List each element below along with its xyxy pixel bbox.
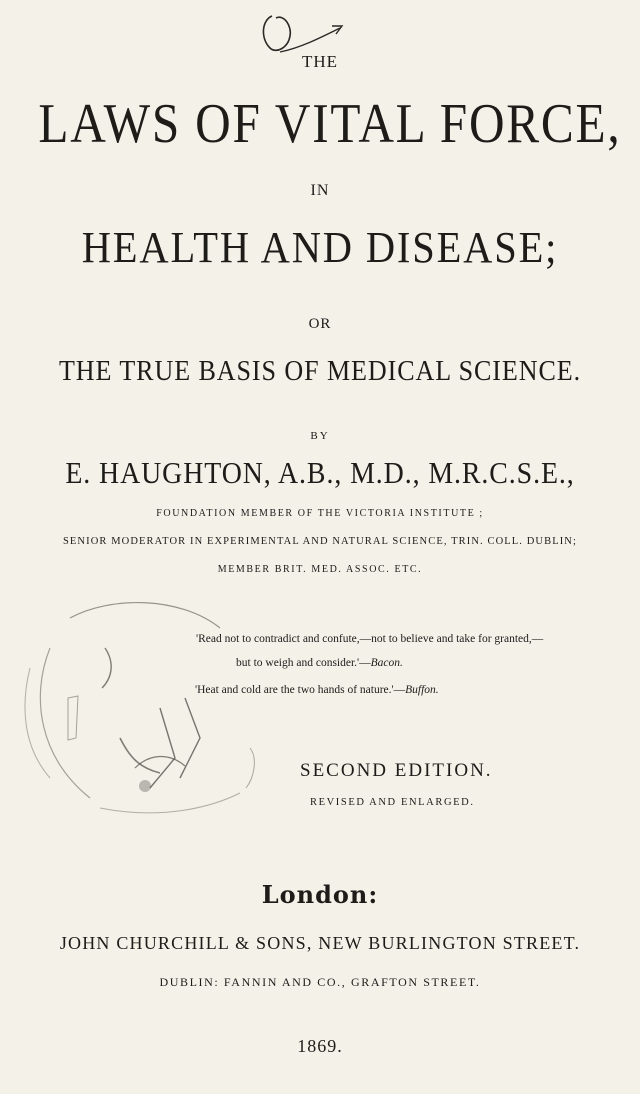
epigraph-buffon-author: Buffon. (405, 684, 439, 696)
by-label: BY (310, 430, 330, 442)
publication-year: 1869. (297, 1036, 343, 1056)
title-connector-or: OR (308, 316, 332, 332)
epigraph-bacon-line-2 (236, 657, 403, 669)
author-credential-3: MEMBER BRIT. MED. ASSOC. ETC. (217, 564, 423, 575)
title-prefix: THE (301, 52, 339, 71)
epigraph-buffon-text: 'Heat and cold are the two hands of nature.'— (195, 684, 406, 696)
epigraph-bacon-line-1: 'Read not to contradict and confute,—not to believe and take for granted,— (196, 633, 544, 645)
author-name: E. HAUGHTON, A.B., M.D., M.R.C.S.E., (65, 455, 575, 490)
imprint-city: London: (261, 880, 379, 909)
author-credential-2: SENIOR MODERATOR IN EXPERIMENTAL AND NATURAL SCIENCE, TRIN. COLL. DUBLIN; (62, 536, 578, 547)
library-stamp (10, 588, 310, 818)
title-line-2: HEALTH AND DISEASE; (81, 223, 559, 272)
subtitle: THE TRUE BASIS OF MEDICAL SCIENCE. (58, 356, 582, 387)
title-connector-in: IN (310, 182, 330, 199)
epigraph-bacon-text: but to weigh and consider.'— (236, 657, 371, 669)
main-title: LAWS OF VITAL FORCE, (38, 93, 622, 155)
publisher-london: JOHN CHURCHILL & SONS, NEW BURLINGTON STREET. (59, 933, 581, 953)
edition-label: SECOND EDITION. (300, 760, 493, 781)
revised-label: REVISED AND ENLARGED. (310, 797, 475, 808)
epigraph-bacon-author: Bacon. (370, 657, 403, 669)
author-credential-1: FOUNDATION MEMBER OF THE VICTORIA INSTITUTE ; (156, 508, 484, 519)
publisher-dublin: DUBLIN: FANNIN AND CO., GRAFTON STREET. (159, 975, 481, 989)
epigraph-buffon (195, 684, 439, 696)
